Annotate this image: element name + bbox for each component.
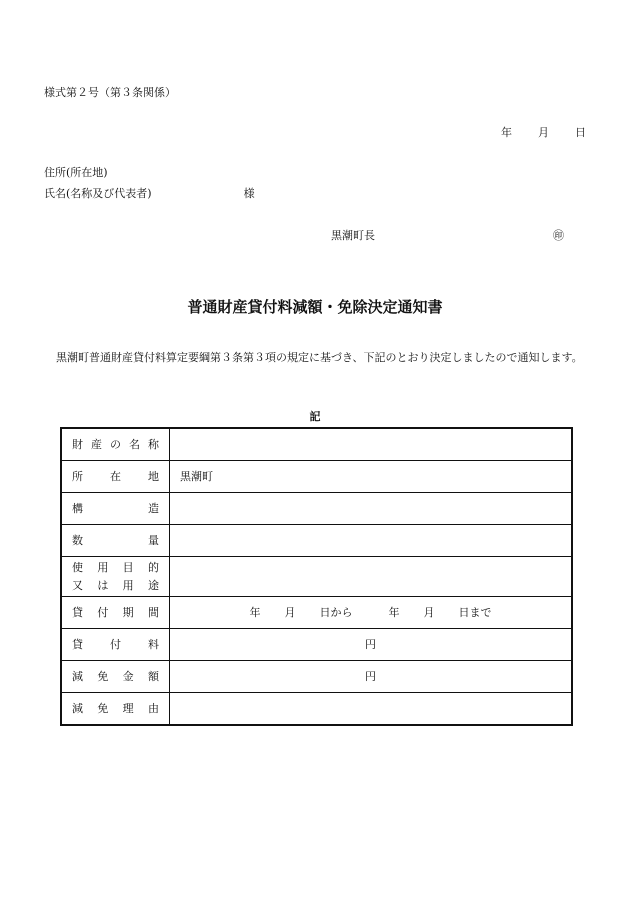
label-period: 貸付期間	[61, 597, 170, 629]
body-text: 黒潮町普通財産貸付料算定要綱第３条第３項の規定に基づき、下記のとおり決定しましたので通知します。	[56, 351, 583, 364]
value-location: 黒潮町	[170, 461, 573, 493]
period-to-month: 月	[423, 605, 435, 619]
label-fee: 貸付料	[61, 629, 170, 661]
label-purpose	[61, 557, 170, 597]
name-label: 氏名(名称及び代表者)	[44, 187, 152, 200]
value-quantity	[170, 525, 573, 557]
recipient-name-row	[44, 187, 255, 201]
reduction-unit: 円	[365, 669, 376, 683]
date-day: 日	[575, 126, 586, 139]
label-structure: 構造	[61, 493, 170, 525]
period-from-month: 月	[284, 605, 296, 619]
value-structure	[170, 493, 573, 525]
row-purpose	[61, 557, 572, 597]
row-property-name	[61, 428, 572, 461]
row-reason	[61, 693, 572, 726]
row-structure	[61, 493, 572, 525]
period-from-day: 日から	[319, 605, 353, 619]
value-purpose	[170, 557, 573, 597]
label-property-name: 財産の名称	[61, 428, 170, 461]
value-reason	[170, 693, 573, 726]
period-to-year: 年	[388, 605, 400, 619]
label-location: 所在地	[61, 461, 170, 493]
honorific: 様	[243, 187, 255, 200]
label-purpose-line1: 使用目的	[72, 560, 159, 574]
value-reduction	[170, 661, 573, 693]
seal-mark: ㊞	[553, 229, 564, 242]
value-fee	[170, 629, 573, 661]
row-reduction	[61, 661, 572, 693]
form-number: 様式第２号（第３条関係）	[44, 86, 176, 99]
document-title: 普通財産貸付料減額・免除決定通知書	[187, 298, 443, 316]
period-from-year: 年	[249, 605, 261, 619]
value-period	[170, 597, 573, 629]
label-reduction: 減免金額	[61, 661, 170, 693]
period-to-day: 日まで	[458, 605, 492, 619]
issuer: 黒潮町長	[331, 229, 375, 242]
address-label: 住所(所在地)	[44, 166, 108, 179]
date-month: 月	[538, 126, 549, 139]
label-purpose-line2: 又は用途	[72, 578, 159, 592]
value-property-name	[170, 428, 573, 461]
row-quantity	[61, 525, 572, 557]
details-table	[60, 427, 573, 726]
label-reason: 減免理由	[61, 693, 170, 726]
date-line	[501, 126, 586, 140]
date-year: 年	[501, 126, 512, 139]
row-location	[61, 461, 572, 493]
fee-unit: 円	[365, 637, 376, 651]
label-quantity: 数量	[61, 525, 170, 557]
row-period	[61, 597, 572, 629]
ki-heading: 記	[309, 410, 321, 423]
row-fee	[61, 629, 572, 661]
